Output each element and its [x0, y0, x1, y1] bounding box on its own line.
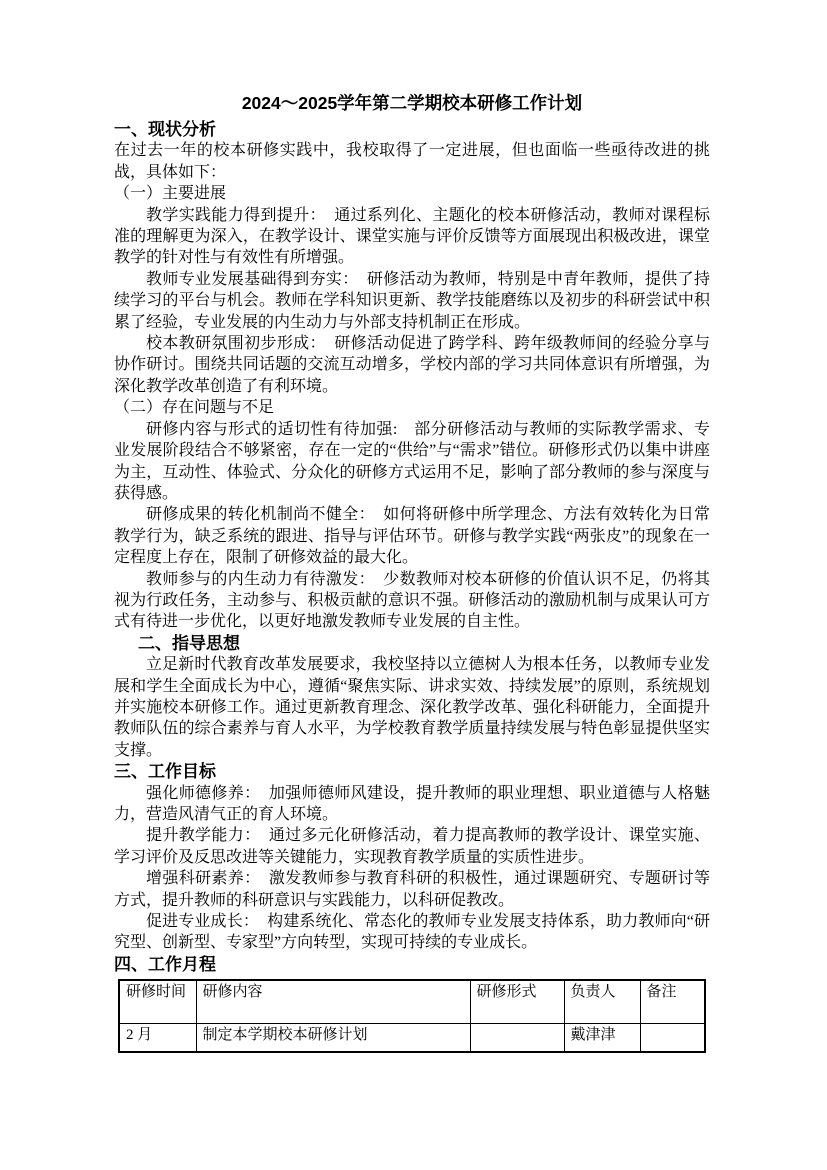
table-header-form: 研修形式: [470, 980, 564, 1024]
table-header-time: 研修时间: [119, 980, 196, 1024]
status-intro-paragraph: 在过去一年的校本研修实践中，我校取得了一定进展，但也面临一些亟待改进的挑战，具体如下：: [114, 142, 710, 181]
table-cell-note: [640, 1024, 705, 1053]
table-header-note: 备注: [640, 980, 705, 1024]
table-header-row: [119, 980, 705, 1024]
section-heading-work-schedule: 四、工作月程: [114, 954, 216, 974]
table-cell-content: 制定本学期校本研修计划: [196, 1024, 470, 1053]
table-header-content: 研修内容: [196, 980, 470, 1024]
work-schedule-table: [118, 979, 706, 1053]
guiding-ideology-paragraph: 立足新时代教育改革发展要求，我校坚持以立德树人为根本任务，以教师专业发展和学生全面成长为中心，遵循“聚焦实际、讲求实效、持续发展”的原则，系统规划并实施校本研修工作。通过更新教育理念、深化教学改革、强化科研能力，全面提升教师队伍的综合素养与育人水平，为学校教育教学质量持续发展与特色彰显提供坚实支撑。: [114, 656, 710, 759]
goal-paragraph-research: 增强科研素养： 激发教师参与教育科研的积极性，通过课题研究、专题研讨等方式，提升教师的科研意识与实践能力，以科研促教改。: [114, 870, 710, 909]
problem-paragraph-relevance: 研修内容与形式的适切性有待加强: 部分研修活动与教师的实际教学需求、专业发展阶段结合不够紧密，存在一定的“供给”与“需求”错位。研修形式仍以集中讲座为主，互动性、体验式、分众化的研修方式运用不足，影响了部分教师的参与深度与获得感。: [114, 420, 710, 502]
document-title: 2024～2025学年第二学期校本研修工作计划: [241, 93, 583, 113]
progress-paragraph-teaching: 教学实践能力得到提升： 通过系列化、主题化的校本研修活动，教师对课程标准的理解更为深入，在教学设计、课堂实施与评价反馈等方面展现出积极改进，课堂教学的针对性与有效性有所增强。: [114, 206, 710, 267]
table-header-leader: 负责人: [564, 980, 640, 1024]
section-heading-guiding-ideology: 二、指导思想: [138, 633, 240, 653]
table-cell-form: [470, 1024, 564, 1053]
table-row-february: [119, 1024, 705, 1053]
progress-paragraph-development: 教师专业发展基础得到夯实： 研修活动为教师，特别是中青年教师，提供了持续学习的平台与机会。教师在学科知识更新、教学技能磨练以及初步的科研尝试中积累了经验，专业发展的内生动力与外部支持机制正在形成。: [114, 270, 710, 331]
table-cell-time: 2 月: [119, 1024, 196, 1053]
problem-paragraph-transformation: 研修成果的转化机制尚不健全： 如何将研修中所学理念、方法有效转化为日常教学行为，缺乏系统的跟进、指导与评估环节。研修与教学实践“两张皮”的现象在一定程度上存在，限制了研修效益的最大化。: [114, 506, 710, 567]
progress-paragraph-atmosphere: 校本教研氛围初步形成： 研修活动促进了跨学科、跨年级教师间的经验分享与协作研讨。围绕共同话题的交流互动增多，学校内部的学习共同体意识有所增强，为深化教学改革创造了有利环境。: [114, 335, 710, 395]
goal-paragraph-ethics: 强化师德修养： 加强师德师风建设，提升教师的职业理想、职业道德与人格魅力，营造风清气正的育人环境。: [114, 784, 710, 823]
table-cell-leader: 戴津津: [564, 1024, 640, 1053]
goal-paragraph-professional-growth: 促进专业成长： 构建系统化、常态化的教师专业发展支持体系，助力教师向“研究型、创新型、专家型”方向转型，实现可持续的专业成长。: [114, 913, 710, 952]
section-heading-status-analysis: 一、现状分析: [114, 120, 216, 139]
sub-heading-problems: （二）存在问题与不足: [114, 399, 275, 417]
sub-heading-main-progress: （一）主要进展: [114, 185, 227, 203]
goal-paragraph-teaching-ability: 提升教学能力： 通过多元化研修活动，着力提高教师的教学设计、课堂实施、学习评价及反思改进等关键能力，实现教育教学质量的实质性进步。: [114, 827, 710, 866]
section-heading-work-goals: 三、工作目标: [114, 762, 216, 782]
problem-paragraph-motivation: 教师参与的内生动力有待激发： 少数教师对校本研修的价值认识不足，仍将其视为行政任务，主动参与、积极贡献的意识不强。研修活动的激励机制与成果认可方式有待进一步优化，以更好地激发教师专业发展的自主性。: [114, 570, 710, 631]
